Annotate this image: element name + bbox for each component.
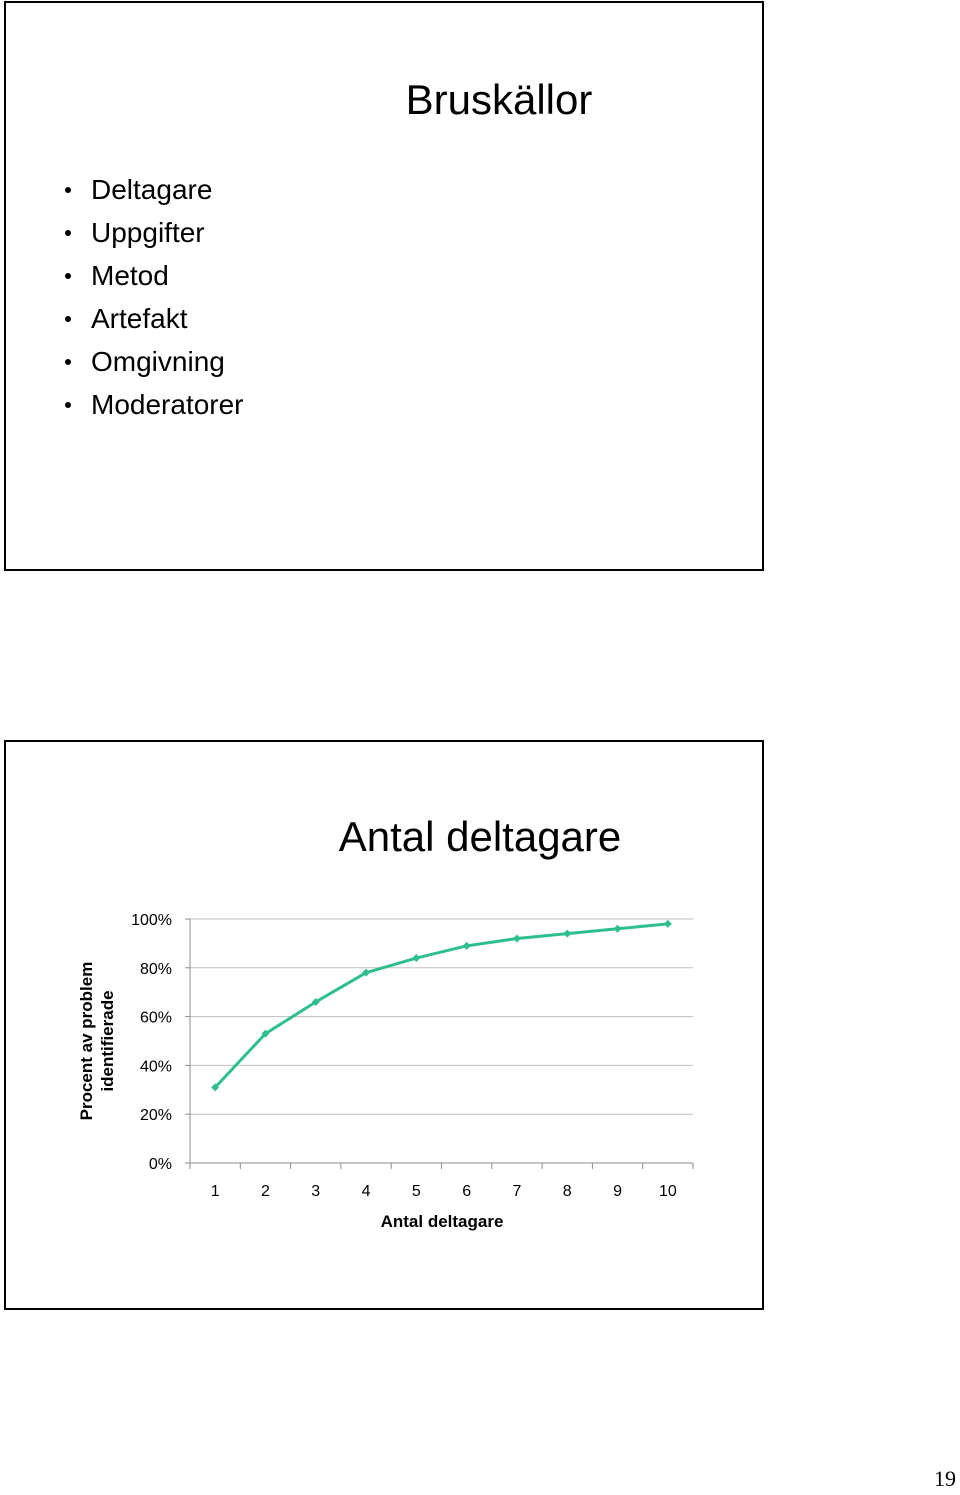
bullet-label: Moderatorer: [91, 389, 244, 420]
bullet-dot-icon: [65, 402, 71, 408]
data-point: [513, 935, 521, 943]
y-tick-label: 0%: [148, 1156, 172, 1173]
bullet-dot-icon: [65, 359, 71, 365]
bullet-label: Artefakt: [91, 303, 188, 334]
y-axis-title-line-1: Procent av problem: [77, 961, 96, 1121]
page-number: 19: [934, 1466, 956, 1491]
y-tick-label: 60%: [139, 1009, 172, 1027]
data-point: [614, 925, 622, 933]
line-chart: [70, 895, 710, 1240]
bullet-item-deltagare: [62, 168, 244, 211]
bullet-dot-icon: [65, 187, 71, 193]
y-tick-label: 40%: [139, 1058, 172, 1076]
chart-gridlines: [190, 919, 693, 1114]
y-axis-title-group: [77, 962, 117, 1121]
y-tick-label: 20%: [139, 1107, 172, 1125]
y-tick-label: 80%: [139, 960, 172, 978]
bullet-item-artefakt: [62, 297, 244, 340]
x-tick-label: 5: [411, 1183, 421, 1200]
x-tick-label: 9: [613, 1183, 623, 1200]
bullet-item-uppgifter: [62, 211, 244, 254]
bullet-dot-icon: [65, 316, 71, 322]
x-axis-title: Antal deltagare: [380, 1212, 504, 1231]
y-tick-labels: [131, 912, 172, 1173]
data-point: [412, 954, 420, 962]
x-tick-label: 10: [658, 1183, 677, 1200]
bullet-list: [62, 168, 244, 426]
x-tick-label: 1: [210, 1183, 220, 1200]
y-axis-title-line-2: identifierade: [98, 990, 117, 1092]
x-tick-label: 2: [260, 1183, 270, 1200]
y-tick-label: 100%: [131, 912, 172, 929]
data-point: [563, 930, 571, 938]
x-tick-label: 7: [512, 1183, 522, 1200]
series-line: [215, 924, 668, 1087]
bullet-label: Omgivning: [91, 346, 225, 377]
data-point: [463, 942, 471, 950]
chart-axes: [185, 919, 693, 1169]
slide-title-bruskallor: Bruskällor: [405, 76, 593, 123]
x-tick-label: 8: [562, 1183, 572, 1200]
x-tick-label: 3: [311, 1183, 321, 1200]
bullet-dot-icon: [65, 230, 71, 236]
bullet-label: Metod: [91, 260, 169, 291]
x-tick-labels: [211, 1183, 677, 1200]
data-point: [664, 920, 672, 928]
bullet-item-metod: [62, 254, 244, 297]
x-tick-label: 6: [462, 1183, 472, 1200]
x-tick-label: 4: [361, 1183, 371, 1200]
bullet-dot-icon: [65, 273, 71, 279]
bullet-label: Uppgifter: [91, 217, 205, 248]
bullet-item-omgivning: [62, 340, 244, 383]
slide-title-antal-deltagare: Antal deltagare: [338, 813, 622, 860]
bullet-label: Deltagare: [91, 174, 213, 205]
bullet-item-moderatorer: [62, 383, 244, 426]
